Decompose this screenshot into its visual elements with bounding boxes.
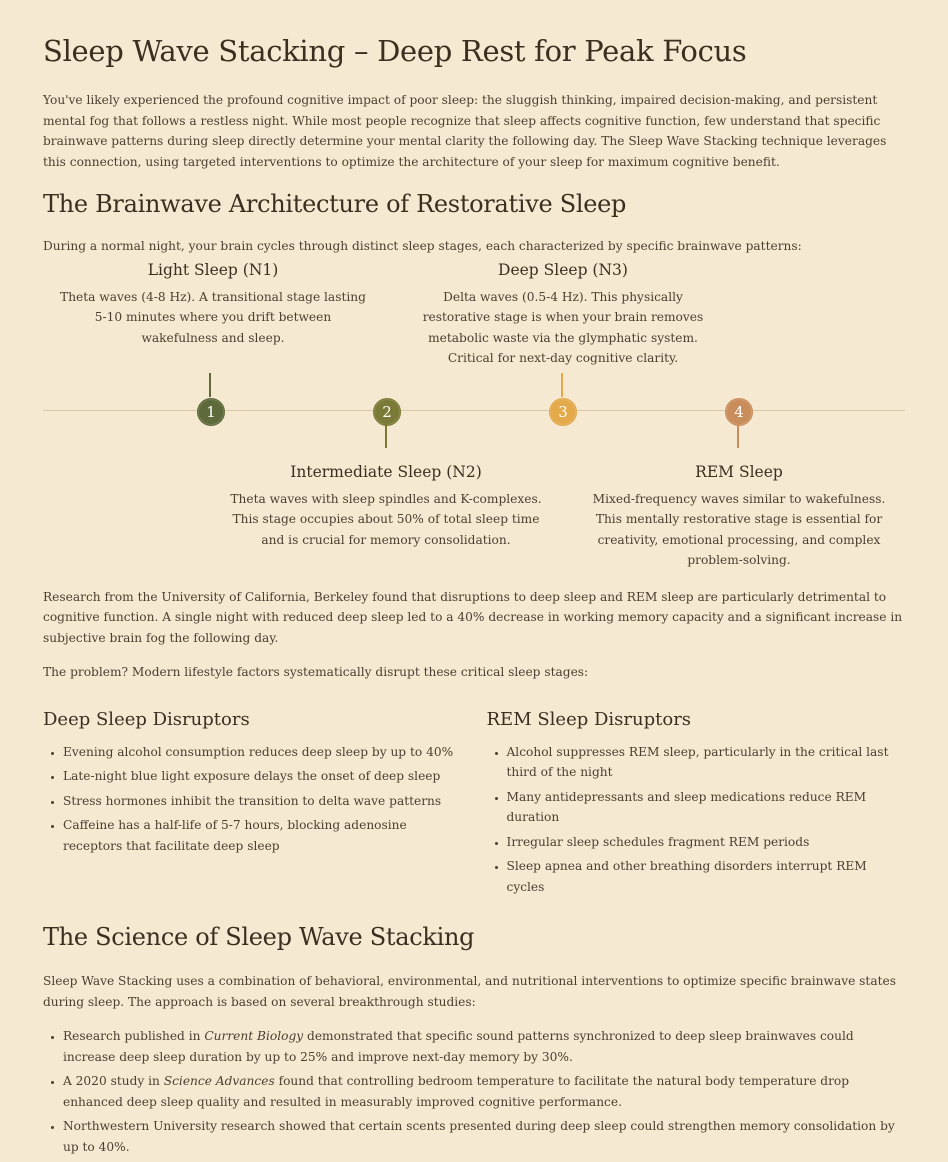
list-item — [63, 1116, 905, 1157]
disruptor-list — [43, 742, 462, 857]
study-text: demonstrated that specific sound patterns synchronized to deep sleep brainwaves could increase deep sleep duration by up to 25% and improve next-day memory by 30%. — [63, 1029, 854, 1064]
list-item: • Evening alcohol consumption reduces deep sleep by up to 40% — [63, 742, 462, 763]
stage-deep-sleep — [412, 261, 714, 369]
intro-paragraph: You've likely experienced the profound cognitive impact of poor sleep: the sluggish thinking, impaired decision-making, and persistent mental fog that follows a restless night. While most people recognize that sleep affects cognitive function, few understand that specific brainwave patterns during sleep directly determine your mental clarity the following day. The Sleep Wave Stacking technique leverages this connection, using targeted interventions to optimize the architecture of your sleep for maximum cognitive benefit. — [43, 93, 887, 169]
journal-name: Current Biology — [204, 1029, 304, 1043]
column-title: REM Sleep Disruptors — [486, 708, 692, 730]
stage-marker-1: 1 — [197, 398, 225, 426]
disruptor-list — [487, 742, 906, 898]
section-lead: Sleep Wave Stacking uses a combination of behavioral, environmental, and nutritional interventions to optimize specific brainwave states during sleep. The approach is based on several breakthrough studies: — [43, 974, 896, 1009]
stage-marker-4: 4 — [725, 398, 753, 426]
study-list — [43, 1026, 905, 1157]
stage-intermediate-sleep — [230, 463, 542, 551]
study-text: found that controlling bedroom temperature to facilitate the natural body temperature drop enhanced deep sleep quality and resulted in measurably improved cognitive performance. — [63, 1074, 850, 1109]
page-title: Sleep Wave Stacking – Deep Rest for Peak Focus — [43, 34, 747, 68]
stage-title: Intermediate Sleep (N2) — [290, 462, 482, 481]
stage-connector — [561, 373, 563, 397]
list-item: • Stress hormones inhibit the transition to delta wave patterns — [63, 791, 462, 812]
stage-description: Theta waves (4-8 Hz). A transitional stage lasting 5-10 minutes where you drift between wakefulness and sleep. — [60, 289, 366, 345]
list-item: • Many antidepressants and sleep medications reduce REM duration — [507, 787, 906, 828]
stage-connector — [737, 424, 739, 448]
stage-light-sleep — [58, 261, 368, 349]
timeline-axis — [43, 410, 905, 411]
list-item — [63, 1071, 905, 1112]
stage-description: Theta waves with sleep spindles and K-complexes. This stage occupies about 50% of total sleep time and is crucial for memory consolidation. — [230, 491, 542, 547]
stage-description: Delta waves (0.5-4 Hz). This physically restorative stage is when your brain removes metabolic waste via the glymphatic system. Critical for next-day cognitive clarity. — [422, 289, 704, 365]
stage-rem-sleep — [584, 463, 894, 571]
stage-description: Mixed-frequency waves similar to wakefulness. This mentally restorative stage is essential for creativity, emotional processing, and complex problem-solving. — [592, 491, 886, 567]
section-title-science: The Science of Sleep Wave Stacking — [43, 923, 475, 951]
stage-title: Light Sleep (N1) — [147, 260, 279, 279]
stage-marker-2: 2 — [373, 398, 401, 426]
disruptors-columns — [43, 709, 905, 902]
study-text: Research published in — [63, 1029, 205, 1043]
research-paragraph: Research from the University of California, Berkeley found that disruptions to deep sleep and REM sleep are particularly detrimental to cognitive function. A single night with reduced deep sleep led to a 40% decrease in working memory capacity and a significant increase in subjective brain fog the following day. — [43, 589, 903, 645]
list-item: • Irregular sleep schedules fragment REM periods — [507, 832, 906, 853]
list-item: • Caffeine has a half-life of 5-7 hours, blocking adenosine receptors that facilitate deep sleep — [63, 815, 462, 856]
problem-paragraph: The problem? Modern lifestyle factors systematically disrupt these critical sleep stages: — [43, 665, 589, 679]
study-text: A 2020 study in — [63, 1074, 164, 1088]
list-item: • Sleep apnea and other breathing disorders interrupt REM cycles — [507, 856, 906, 897]
rem-sleep-disruptors — [487, 709, 906, 902]
list-item: • Late-night blue light exposure delays the onset of deep sleep — [63, 766, 462, 787]
stage-marker-3: 3 — [549, 398, 577, 426]
stage-connector — [385, 424, 387, 448]
stage-title: REM Sleep — [695, 462, 783, 481]
section-lead: During a normal night, your brain cycles through distinct sleep stages, each characterized by specific brainwave patterns: — [43, 239, 802, 253]
column-title: Deep Sleep Disruptors — [43, 708, 250, 730]
list-item: • Alcohol suppresses REM sleep, particularly in the critical last third of the night — [507, 742, 906, 783]
section-title-brainwave-architecture: The Brainwave Architecture of Restorative Sleep — [43, 190, 627, 218]
study-text: Northwestern University research showed that certain scents presented during deep sleep could strengthen memory consolidation by up to 40%. — [63, 1119, 895, 1154]
deep-sleep-disruptors — [43, 709, 462, 902]
stage-title: Deep Sleep (N3) — [498, 260, 628, 279]
sleep-stage-timeline — [0, 257, 948, 587]
stage-connector — [209, 373, 211, 397]
list-item — [63, 1026, 905, 1067]
journal-name: Science Advances — [163, 1074, 275, 1088]
